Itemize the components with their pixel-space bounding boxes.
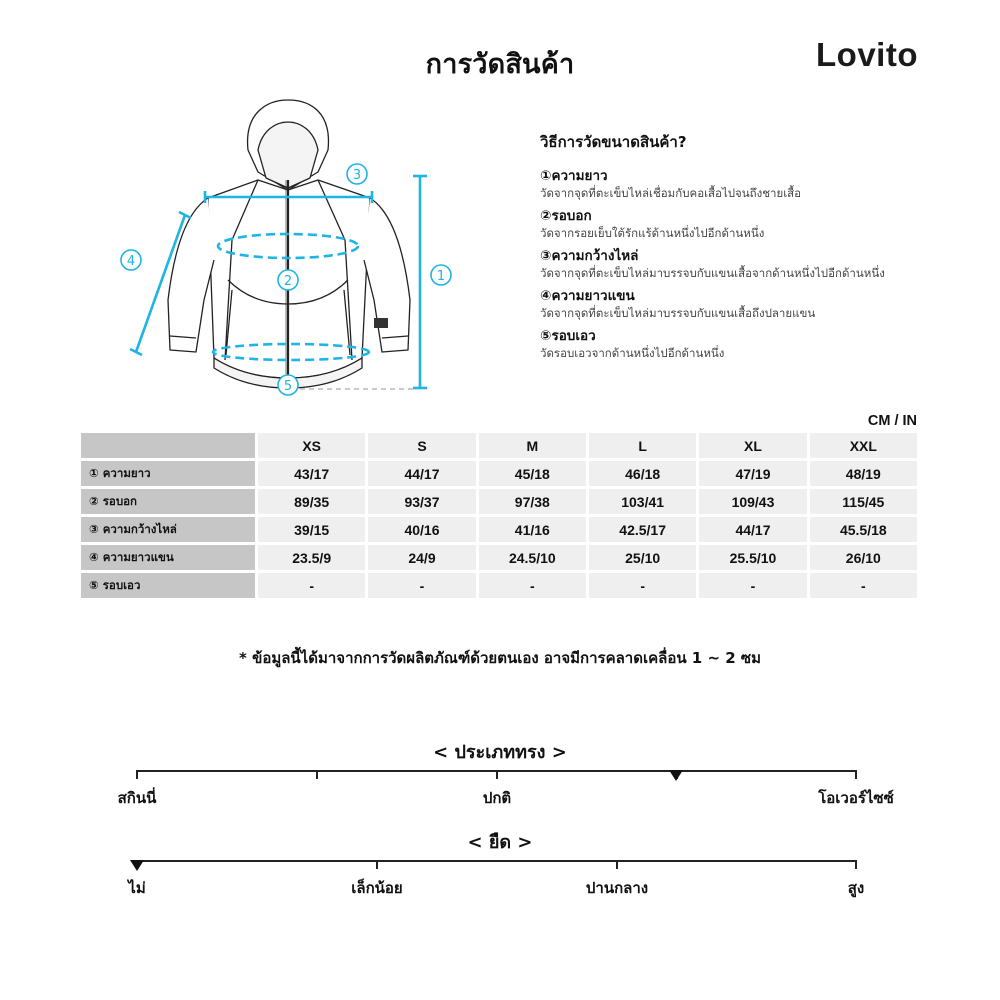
jacket-right-sleeve xyxy=(364,198,410,352)
brand-tag xyxy=(374,318,388,328)
stretch-scale-tick xyxy=(616,860,618,869)
stretch-scale-title: < ยืด > xyxy=(467,832,533,853)
jacket-measurement-diagram xyxy=(110,98,470,403)
measure-step-shoulder xyxy=(540,247,980,282)
callout-chest: 2 xyxy=(283,274,293,289)
stretch-label-medium: ปานกลาง xyxy=(585,879,649,897)
stretch-label-high: สูง xyxy=(847,879,865,897)
table-cell: 89/35 xyxy=(258,489,365,514)
size-header-xs: XS xyxy=(258,433,365,458)
stretch-scale-marker-icon xyxy=(130,860,144,871)
callout-waist: 5 xyxy=(283,379,293,394)
fit-label-oversize: โอเวอร์ไซซ์ xyxy=(818,789,894,807)
table-cell: 24/9 xyxy=(368,545,475,570)
step-description: วัดจากจุดที่ตะเข็บไหล่มาบรรจบกับแขนเสื้อจากด้านหนึ่งไปอีกด้านหนึ่ง xyxy=(540,266,885,280)
fit-scale-tick xyxy=(855,770,857,779)
table-cell: - xyxy=(479,573,586,598)
measure-step-sleeve xyxy=(540,287,980,322)
table-cell: 44/17 xyxy=(699,517,806,542)
table-cell: - xyxy=(810,573,917,598)
step-name: รอบเอว xyxy=(551,328,596,344)
step-name: ความยาวแขน xyxy=(551,288,635,304)
table-row-waist xyxy=(81,573,917,598)
table-corner xyxy=(81,433,255,458)
step-number: ④ xyxy=(540,288,552,304)
step-description: วัดรอบเอวจากด้านหนึ่งไปอีกด้านหนึ่ง xyxy=(540,346,725,360)
table-cell: 41/16 xyxy=(479,517,586,542)
step-name: ความกว้างไหล่ xyxy=(551,248,639,264)
brand-logo: Lovito xyxy=(816,36,918,73)
table-row-sleeve xyxy=(81,545,917,570)
table-row-shoulder xyxy=(81,517,917,542)
measurement-note: * ข้อมูลนี้ได้มาจากการวัดผลิตภัณฑ์ด้วยตนเอง อาจมีการคลาดเคลื่อน 1 ~ 2 ซม xyxy=(239,649,761,667)
size-header-row xyxy=(81,433,917,458)
fit-scale-marker-icon xyxy=(669,770,683,781)
step-number: ⑤ xyxy=(540,328,552,344)
step-number: ③ xyxy=(540,248,552,264)
unit-label: CM / IN xyxy=(867,413,917,429)
fit-scale-tick xyxy=(136,770,138,779)
stretch-label-none: ไม่ xyxy=(128,879,146,897)
table-cell: 26/10 xyxy=(810,545,917,570)
jacket-left-sleeve xyxy=(168,198,214,352)
fit-scale-title: < ประเภททรง > xyxy=(433,742,567,763)
table-cell: 47/19 xyxy=(699,461,806,486)
table-cell: 25/10 xyxy=(589,545,696,570)
table-cell: 23.5/9 xyxy=(258,545,365,570)
table-cell: 97/38 xyxy=(479,489,586,514)
measure-step-chest xyxy=(540,207,980,242)
table-cell: 44/17 xyxy=(368,461,475,486)
step-name: ความยาว xyxy=(551,168,608,184)
size-header-l: L xyxy=(589,433,696,458)
table-cell: - xyxy=(368,573,475,598)
fit-scale-tick xyxy=(496,770,498,779)
stretch-scale-line xyxy=(136,860,857,862)
fit-label-skinny: สกินนี่ xyxy=(117,789,157,807)
table-cell: 24.5/10 xyxy=(479,545,586,570)
callout-length: 1 xyxy=(436,269,446,284)
measure-step-length xyxy=(540,167,980,202)
callout-sleeve: 4 xyxy=(126,254,136,269)
table-cell: - xyxy=(699,573,806,598)
table-cell: 45.5/18 xyxy=(810,517,917,542)
row-label: ① ความยาว xyxy=(81,461,255,486)
size-table xyxy=(78,430,920,601)
stretch-scale-tick xyxy=(855,860,857,869)
step-description: วัดจากรอยเย็บใต้รักแร้ด้านหนึ่งไปอีกด้านหนึ่ง xyxy=(540,226,765,240)
step-description: วัดจากจุดที่ตะเข็บไหล่เชื่อมกับคอเสื้อไปจนถึงชายเสื้อ xyxy=(540,186,802,200)
table-cell: - xyxy=(258,573,365,598)
step-name: รอบอก xyxy=(551,208,592,224)
table-cell: 109/43 xyxy=(699,489,806,514)
fit-scale-tick xyxy=(316,770,318,779)
table-row-chest xyxy=(81,489,917,514)
row-label: ② รอบอก xyxy=(81,489,255,514)
how-to-measure xyxy=(540,130,980,367)
row-label: ③ ความกว้างไหล่ xyxy=(81,517,255,542)
table-cell: - xyxy=(589,573,696,598)
table-cell: 115/45 xyxy=(810,489,917,514)
table-cell: 103/41 xyxy=(589,489,696,514)
table-cell: 25.5/10 xyxy=(699,545,806,570)
size-header-xl: XL xyxy=(699,433,806,458)
how-to-measure-title: วิธีการวัดขนาดสินค้า? xyxy=(540,133,687,151)
row-label: ④ ความยาวแขน xyxy=(81,545,255,570)
step-number: ② xyxy=(540,208,552,224)
step-number: ① xyxy=(540,168,552,184)
stretch-label-slight: เล็กน้อย xyxy=(351,879,403,897)
size-header-s: S xyxy=(368,433,475,458)
row-label: ⑤ รอบเอว xyxy=(81,573,255,598)
table-cell: 43/17 xyxy=(258,461,365,486)
callout-shoulder: 3 xyxy=(352,168,362,183)
fit-label-regular: ปกติ xyxy=(482,789,512,807)
table-cell: 39/15 xyxy=(258,517,365,542)
stretch-scale-tick xyxy=(376,860,378,869)
table-cell: 93/37 xyxy=(368,489,475,514)
table-cell: 45/18 xyxy=(479,461,586,486)
table-row-length xyxy=(81,461,917,486)
measure-step-waist xyxy=(540,327,980,362)
step-description: วัดจากจุดที่ตะเข็บไหล่มาบรรจบกับแขนเสื้อถึงปลายแขน xyxy=(540,306,816,320)
page-title: การวัดสินค้า xyxy=(425,49,575,80)
size-header-xxl: XXL xyxy=(810,433,917,458)
size-header-m: M xyxy=(479,433,586,458)
table-cell: 42.5/17 xyxy=(589,517,696,542)
table-cell: 46/18 xyxy=(589,461,696,486)
table-cell: 40/16 xyxy=(368,517,475,542)
table-cell: 48/19 xyxy=(810,461,917,486)
